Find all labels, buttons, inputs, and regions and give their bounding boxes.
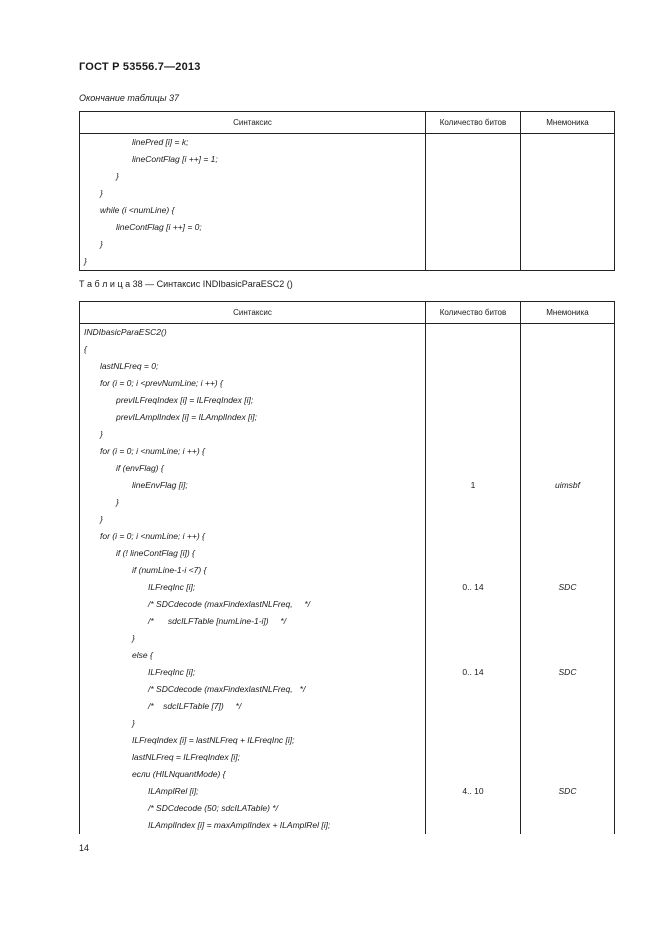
- mnemonic-value: [521, 168, 614, 185]
- mnemonic-value: uimsbf: [554, 480, 581, 490]
- table-37: [79, 111, 615, 271]
- column-header-syntax: Синтаксис: [80, 302, 426, 324]
- code-line: for (i = 0; i <prevNumLine; i ++) {: [100, 378, 223, 388]
- code-line: /* sdcILFTable [7]) */: [148, 701, 242, 711]
- mnemonic-value: [521, 613, 614, 630]
- bits-value: [426, 168, 520, 185]
- column-header-bits: Количество битов: [426, 302, 521, 324]
- continuation-caption: Окончание таблицы 37: [79, 93, 179, 103]
- code-line: ILAmplRel [i];: [148, 786, 199, 796]
- column-header-syntax: Синтаксис: [80, 112, 426, 134]
- bits-value: [426, 443, 520, 460]
- code-line: ILFreqInc [i];: [148, 582, 196, 592]
- bits-value: [426, 732, 520, 749]
- bits-value: [426, 341, 520, 358]
- page-number: 14: [79, 843, 90, 853]
- bits-value: [426, 613, 520, 630]
- code-line: prevILFreqIndex [i] = ILFreqIndex [i];: [116, 395, 254, 405]
- code-line: for (i = 0; i <numLine; i ++) {: [100, 446, 205, 456]
- code-line: lineEnvFlag [i];: [132, 480, 188, 490]
- column-header-bits: Количество битов: [426, 112, 521, 134]
- bits-value: 0.. 14: [462, 582, 484, 592]
- mnemonic-value: [521, 460, 614, 477]
- bits-value: [426, 494, 520, 511]
- mnemonic-value: [521, 426, 614, 443]
- code-line: lastNLFreq = 0;: [100, 361, 159, 371]
- code-line: }: [100, 429, 103, 439]
- code-line: ILFreqIndex [i] = lastNLFreq + ILFreqInc [i];: [132, 735, 295, 745]
- mnemonic-value: SDC: [558, 786, 577, 796]
- mnemonic-value: [521, 562, 614, 579]
- code-line: linePred [i] = k;: [132, 137, 189, 147]
- mnemonic-value: [521, 766, 614, 783]
- column-header-mnemonic: Мнемоника: [521, 112, 615, 134]
- code-line: }: [100, 188, 103, 198]
- bits-value: [426, 715, 520, 732]
- bits-value: [426, 749, 520, 766]
- bits-column: [426, 324, 521, 835]
- code-line: while (i <numLine) {: [100, 205, 175, 215]
- mnemonic-value: [521, 443, 614, 460]
- bits-value: [426, 185, 520, 202]
- mnemonic-value: [521, 698, 614, 715]
- bits-value: [426, 219, 520, 236]
- bits-value: [426, 545, 520, 562]
- code-line: ILFreqInc [i];: [148, 667, 196, 677]
- bits-value: [426, 409, 520, 426]
- code-line: }: [132, 718, 135, 728]
- mnemonic-value: [521, 134, 614, 151]
- mnemonic-value: [521, 185, 614, 202]
- syntax-column: [80, 324, 426, 835]
- code-line: /* SDCdecode (maxFindexlastNLFreq, */: [148, 599, 311, 609]
- mnemonic-value: [521, 630, 614, 647]
- mnemonic-value: [521, 715, 614, 732]
- code-line: for (i = 0; i <numLine; i ++) {: [100, 531, 205, 541]
- bits-value: [426, 253, 520, 270]
- bits-value: [426, 817, 520, 834]
- bits-value: [426, 375, 520, 392]
- code-line: lineContFlag [i ++] = 0;: [116, 222, 202, 232]
- bits-value: [426, 698, 520, 715]
- mnemonic-value: [521, 151, 614, 168]
- bits-value: [426, 562, 520, 579]
- bits-value: [426, 647, 520, 664]
- code-line: }: [116, 497, 119, 507]
- table-38: [79, 301, 615, 834]
- mnemonic-value: [521, 800, 614, 817]
- code-line: if (envFlag) {: [116, 463, 164, 473]
- bits-value: [426, 800, 520, 817]
- bits-value: [426, 324, 520, 341]
- code-line: }: [100, 239, 103, 249]
- mnemonic-value: [521, 494, 614, 511]
- mnemonic-value: [521, 596, 614, 613]
- code-line: ILAmplIndex [i] = maxAmplIndex + ILAmplRel [i];: [148, 820, 331, 830]
- mnemonic-value: [521, 528, 614, 545]
- code-line: else {: [132, 650, 153, 660]
- bits-value: [426, 596, 520, 613]
- mnemonic-value: [521, 749, 614, 766]
- mnemonic-column: [521, 324, 615, 835]
- mnemonic-value: [521, 392, 614, 409]
- bits-value: [426, 511, 520, 528]
- mnemonic-value: [521, 511, 614, 528]
- mnemonic-value: [521, 324, 614, 341]
- bits-value: [426, 630, 520, 647]
- mnemonic-value: [521, 732, 614, 749]
- code-line: lineContFlag [i ++] = 1;: [132, 154, 218, 164]
- bits-value: [426, 358, 520, 375]
- column-header-mnemonic: Мнемоника: [521, 302, 615, 324]
- mnemonic-value: [521, 358, 614, 375]
- mnemonic-value: SDC: [558, 667, 577, 677]
- code-line: prevILAmplIndex [i] = ILAmplIndex [i];: [116, 412, 258, 422]
- code-line: if (! lineContFlag [i]) {: [116, 548, 195, 558]
- code-line: если (HILNquantMode) {: [132, 769, 226, 779]
- code-line: /* SDCdecode (50; sdcILATable) */: [148, 803, 278, 813]
- code-line: }: [132, 633, 135, 643]
- bits-value: 1: [470, 480, 476, 490]
- code-line: }: [100, 514, 103, 524]
- mnemonic-value: [521, 219, 614, 236]
- bits-value: [426, 236, 520, 253]
- mnemonic-value: [521, 202, 614, 219]
- mnemonic-value: [521, 681, 614, 698]
- bits-value: [426, 681, 520, 698]
- code-line: /* SDCdecode (maxFindexlastNLFreq, */: [148, 684, 306, 694]
- code-line: lastNLFreq = ILFreqIndex [i];: [132, 752, 240, 762]
- mnemonic-value: [521, 545, 614, 562]
- code-line: }: [84, 256, 87, 266]
- code-line: {: [84, 344, 87, 354]
- bits-value: [426, 202, 520, 219]
- bits-value: [426, 460, 520, 477]
- mnemonic-value: [521, 409, 614, 426]
- syntax-column: [80, 134, 426, 271]
- mnemonic-value: [521, 375, 614, 392]
- bits-value: [426, 392, 520, 409]
- mnemonic-value: SDC: [558, 582, 577, 592]
- mnemonic-value: [521, 236, 614, 253]
- code-line: if (numLine-1-i <7) {: [132, 565, 207, 575]
- mnemonic-value: [521, 817, 614, 834]
- mnemonic-value: [521, 341, 614, 358]
- bits-value: 0.. 14: [462, 667, 484, 677]
- code-line: }: [116, 171, 119, 181]
- bits-value: [426, 151, 520, 168]
- document-header: ГОСТ Р 53556.7—2013: [79, 61, 201, 73]
- mnemonic-value: [521, 647, 614, 664]
- mnemonic-column: [521, 134, 615, 271]
- bits-value: [426, 134, 520, 151]
- bits-value: 4.. 10: [462, 786, 484, 796]
- bits-value: [426, 426, 520, 443]
- mnemonic-value: [521, 253, 614, 270]
- bits-value: [426, 766, 520, 783]
- bits-column: [426, 134, 521, 271]
- table-38-title: Т а б л и ц а 38 — Синтаксис INDIbasicParaESC2 (): [79, 279, 293, 289]
- code-line: /* sdcILFTable [numLine-1-i]) */: [148, 616, 287, 626]
- bits-value: [426, 528, 520, 545]
- code-line: INDIbasicParaESC2(): [84, 327, 167, 337]
